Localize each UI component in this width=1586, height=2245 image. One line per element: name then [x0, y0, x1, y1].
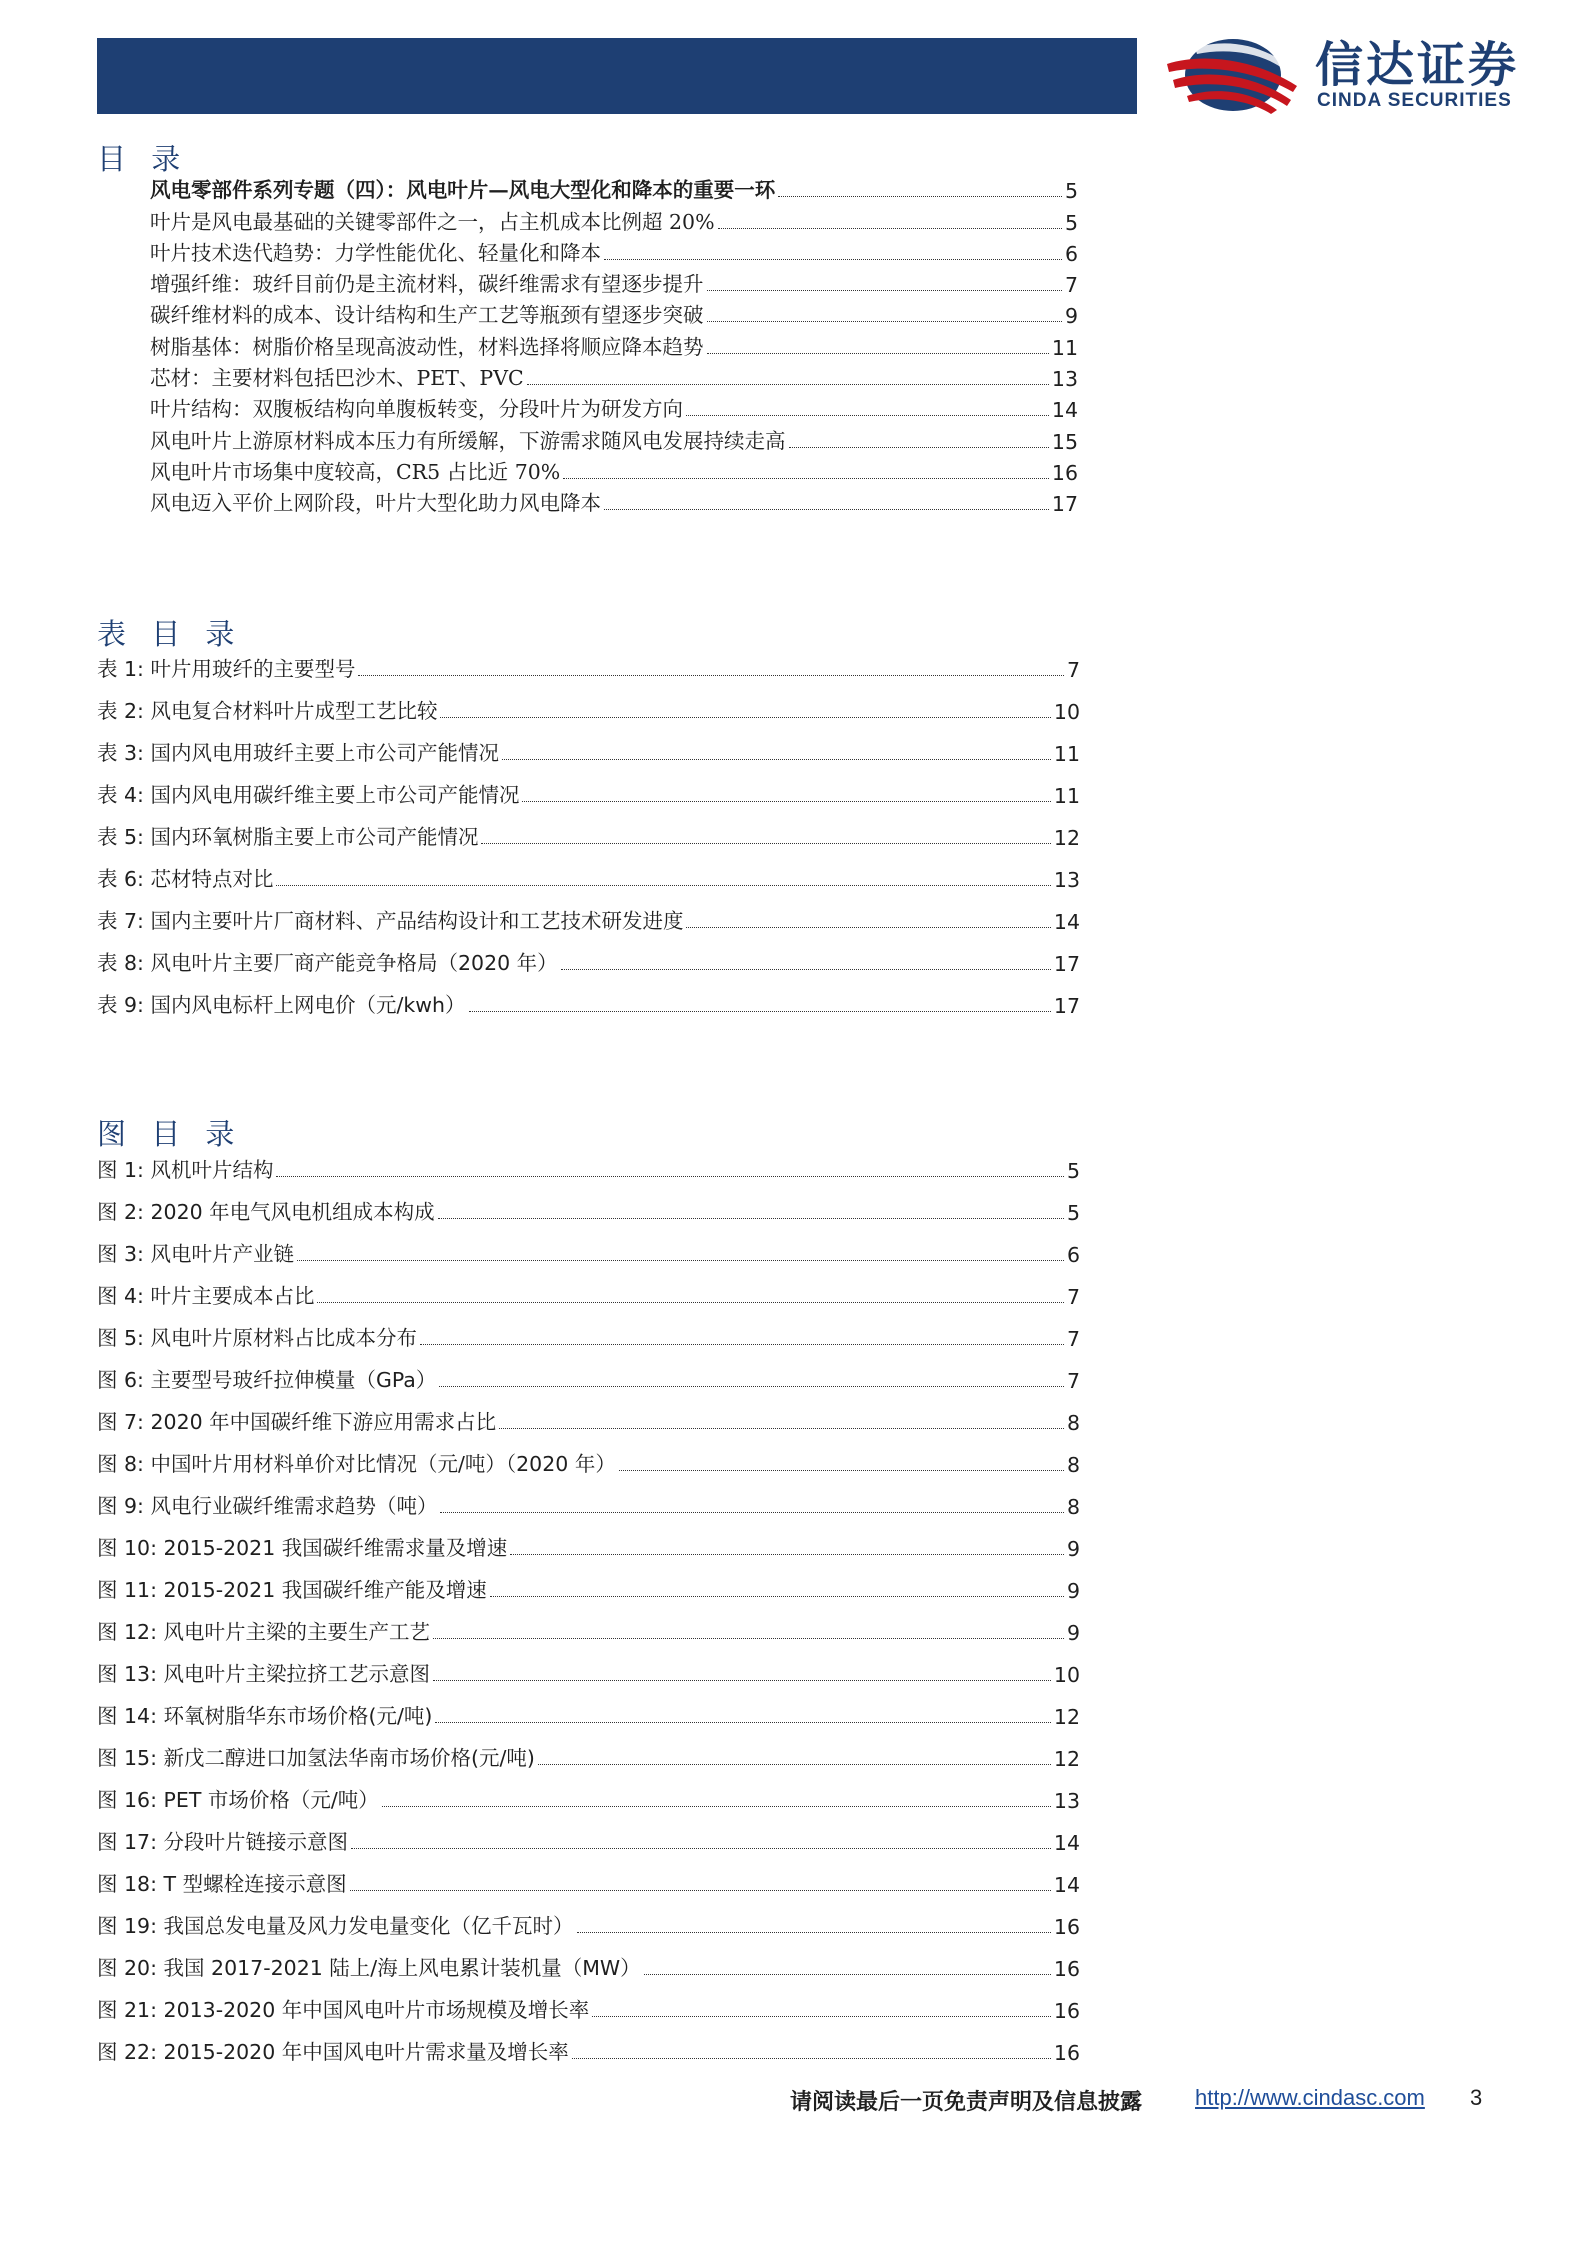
figure-entry-page: 16: [1053, 2041, 1080, 2065]
cinda-logo-icon: [1165, 30, 1300, 120]
figure-entry[interactable]: [97, 1813, 1080, 1855]
table-entry[interactable]: [97, 934, 1080, 976]
table-entry-label: 表 6: 芯材特点对比: [97, 867, 274, 891]
toc-title: 目 录: [97, 142, 189, 176]
toc-entry-label: 风电叶片市场集中度较高，CR5 占比近 70%: [150, 459, 561, 484]
figure-entry-label: 图 9: 风电行业碳纤维需求趋势（吨）: [97, 1494, 438, 1518]
dot-leader: [561, 969, 1051, 970]
table-entry-page: 12: [1053, 826, 1080, 850]
table-entry[interactable]: [97, 850, 1080, 892]
toc-entry[interactable]: [150, 391, 1078, 422]
figure-entry-label: 图 14: 环氧树脂华东市场价格(元/吨): [97, 1704, 433, 1728]
toc-entry-label: 叶片是风电最基础的关键零部件之一，占主机成本比例超 20%: [150, 209, 715, 234]
figure-entry-label: 图 15: 新戊二醇进口加氢法华南市场价格(元/吨): [97, 1746, 535, 1770]
dot-leader: [563, 478, 1049, 479]
table-entry-page: 14: [1053, 910, 1080, 934]
figure-entry[interactable]: [97, 1645, 1080, 1687]
figure-entry-page: 10: [1053, 1663, 1080, 1687]
figure-entry-label: 图 1: 风机叶片结构: [97, 1158, 274, 1182]
table-entry-page: 10: [1053, 700, 1080, 724]
figure-entry-page: 7: [1066, 1369, 1080, 1393]
dot-leader: [317, 1302, 1063, 1303]
dot-leader: [619, 1470, 1064, 1471]
table-entry-label: 表 9: 国内风电标杆上网电价（元/kwh）: [97, 993, 466, 1017]
dot-leader: [351, 1848, 1051, 1849]
figure-entry[interactable]: [97, 1897, 1080, 1939]
figure-entry-page: 7: [1066, 1327, 1080, 1351]
dot-leader: [789, 447, 1049, 448]
figure-entry-page: 7: [1066, 1285, 1080, 1309]
figure-entry[interactable]: [97, 2023, 1080, 2065]
figure-entry-label: 图 20: 我国 2017-2021 陆上/海上风电累计装机量（MW）: [97, 1956, 641, 1980]
figure-entry[interactable]: [97, 1225, 1080, 1267]
dot-leader: [707, 353, 1049, 354]
toc-entry-label: 芯材：主要材料包括巴沙木、PET、PVC: [150, 366, 524, 391]
header-bar: [97, 38, 1137, 114]
dot-leader: [440, 717, 1050, 718]
dot-leader: [297, 1260, 1064, 1261]
dot-leader: [440, 1512, 1063, 1513]
table-entry-page: 17: [1053, 994, 1080, 1018]
toc-entry-label: 增强纤维：玻纤目前仍是主流材料，碳纤维需求有望逐步提升: [150, 272, 704, 297]
dot-leader: [522, 801, 1050, 802]
toc-entry[interactable]: [150, 422, 1078, 453]
figure-entry-label: 图 6: 主要型号玻纤拉伸模量（GPa）: [97, 1368, 437, 1392]
toc-entry[interactable]: [150, 235, 1078, 266]
figure-entry-page: 8: [1066, 1495, 1080, 1519]
dot-leader: [499, 1428, 1064, 1429]
figure-entry-page: 12: [1053, 1705, 1080, 1729]
dot-leader: [778, 196, 1062, 197]
figure-entry[interactable]: [97, 1729, 1080, 1771]
dot-leader: [439, 1386, 1064, 1387]
figure-entry[interactable]: [97, 1351, 1080, 1393]
figure-entry-page: 9: [1066, 1537, 1080, 1561]
table-entry-label: 表 8: 风电叶片主要厂商产能竞争格局（2020 年）: [97, 951, 558, 975]
figure-entry[interactable]: [97, 1309, 1080, 1351]
toc-entry[interactable]: [150, 360, 1078, 391]
dot-leader: [433, 1680, 1051, 1681]
toc-entry-page: 14: [1051, 398, 1078, 423]
dot-leader: [438, 1218, 1064, 1219]
figure-entry-page: 16: [1053, 1999, 1080, 2023]
dot-leader: [604, 259, 1062, 260]
figures-title: 图 目 录: [97, 1117, 243, 1151]
figure-entry-label: 图 10: 2015-2021 我国碳纤维需求量及增速: [97, 1536, 508, 1560]
toc-entry-label: 叶片技术迭代趋势：力学性能优化、轻量化和降本: [150, 240, 601, 265]
figure-entry-page: 14: [1053, 1873, 1080, 1897]
toc-entry-page: 16: [1051, 460, 1078, 485]
toc-entry[interactable]: [150, 328, 1078, 359]
toc-entry-label: 风电迈入平价上网阶段，叶片大型化助力风电降本: [150, 491, 601, 516]
dot-leader: [707, 321, 1062, 322]
toc-entry-page: 17: [1051, 492, 1078, 517]
dot-leader: [420, 1344, 1064, 1345]
toc-entry-page: 11: [1051, 335, 1078, 360]
page-number: 3: [1470, 2085, 1483, 2110]
table-entry-page: 17: [1053, 952, 1080, 976]
dot-leader: [510, 1554, 1064, 1555]
table-entry-page: 11: [1053, 784, 1080, 808]
dot-leader: [350, 1890, 1051, 1891]
dot-leader: [686, 927, 1050, 928]
figure-entry-page: 12: [1053, 1747, 1080, 1771]
toc-entry-page: 13: [1051, 367, 1078, 392]
table-entry-page: 7: [1066, 658, 1080, 682]
dot-leader: [644, 1974, 1051, 1975]
dot-leader: [592, 2016, 1051, 2017]
figure-entry-label: 图 11: 2015-2021 我国碳纤维产能及增速: [97, 1578, 487, 1602]
figure-entry[interactable]: [97, 1519, 1080, 1561]
dot-leader: [686, 415, 1049, 416]
figure-entry-page: 6: [1066, 1243, 1080, 1267]
figure-entry[interactable]: [97, 1855, 1080, 1897]
figure-entry[interactable]: [97, 1435, 1080, 1477]
table-entry-label: 表 3: 国内风电用玻纤主要上市公司产能情况: [97, 741, 499, 765]
figure-entry[interactable]: [97, 1393, 1080, 1435]
table-entry-label: 表 5: 国内环氧树脂主要上市公司产能情况: [97, 825, 479, 849]
logo-english-name: CINDA SECURITIES: [1317, 90, 1512, 111]
figure-entry[interactable]: [97, 1183, 1080, 1225]
dot-leader: [707, 290, 1062, 291]
toc-entry-page: 5: [1064, 179, 1078, 204]
figures-list: [97, 1141, 1080, 2065]
footer-disclaimer: 请阅读最后一页免责声明及信息披露: [790, 2089, 1143, 2115]
table-entry-label: 表 2: 风电复合材料叶片成型工艺比较: [97, 699, 438, 723]
footer-url-link[interactable]: http://www.cindasc.com: [1195, 2085, 1425, 2110]
dot-leader: [490, 1596, 1064, 1597]
figure-entry-label: 图 5: 风电叶片原材料占比成本分布: [97, 1326, 417, 1350]
table-entry[interactable]: [97, 766, 1080, 808]
figure-entry[interactable]: [97, 1687, 1080, 1729]
brand-logo: [1165, 30, 1565, 120]
figure-entry-page: 14: [1053, 1831, 1080, 1855]
toc-entry[interactable]: [150, 485, 1078, 516]
figure-entry-label: 图 13: 风电叶片主梁拉挤工艺示意图: [97, 1662, 431, 1686]
table-entry[interactable]: [97, 640, 1080, 682]
toc-entry-page: 9: [1064, 304, 1078, 329]
toc-entry[interactable]: [150, 203, 1078, 234]
figure-entry-page: 5: [1066, 1201, 1080, 1225]
figure-entry-page: 8: [1066, 1453, 1080, 1477]
tables-list: [97, 640, 1080, 1018]
toc-entry-page: 6: [1064, 241, 1078, 266]
figure-entry-label: 图 16: PET 市场价格（元/吨）: [97, 1788, 379, 1812]
footer: [790, 2085, 1500, 2119]
dot-leader: [604, 509, 1049, 510]
dot-leader: [435, 1722, 1050, 1723]
figure-entry[interactable]: [97, 1603, 1080, 1645]
figure-entry-page: 9: [1066, 1579, 1080, 1603]
table-entry[interactable]: [97, 724, 1080, 766]
dot-leader: [572, 2058, 1051, 2059]
table-entry-page: 13: [1053, 868, 1080, 892]
figure-entry-page: 16: [1053, 1915, 1080, 1939]
table-entry[interactable]: [97, 892, 1080, 934]
figure-entry[interactable]: [97, 1939, 1080, 1981]
table-entry-label: 表 7: 国内主要叶片厂商材料、产品结构设计和工艺技术研发进度: [97, 909, 684, 933]
table-entry[interactable]: [97, 682, 1080, 724]
figure-entry-label: 图 8: 中国叶片用材料单价对比情况（元/吨）（2020 年）: [97, 1452, 616, 1476]
dot-leader: [358, 675, 1063, 676]
dot-leader: [538, 1764, 1051, 1765]
figure-entry-label: 图 4: 叶片主要成本占比: [97, 1284, 315, 1308]
dot-leader: [276, 1176, 1063, 1177]
figure-entry-label: 图 7: 2020 年中国碳纤维下游应用需求占比: [97, 1410, 497, 1434]
figure-entry[interactable]: [97, 1561, 1080, 1603]
table-entry-label: 表 4: 国内风电用碳纤维主要上市公司产能情况: [97, 783, 520, 807]
dot-leader: [481, 843, 1050, 844]
figure-entry[interactable]: [97, 1771, 1080, 1813]
toc-entry-page: 5: [1064, 210, 1078, 235]
dot-leader: [276, 885, 1050, 886]
toc-entry[interactable]: [150, 454, 1078, 485]
dot-leader: [527, 384, 1049, 385]
dot-leader: [382, 1806, 1051, 1807]
table-entry[interactable]: [97, 808, 1080, 850]
toc-entry[interactable]: [150, 172, 1078, 203]
tables-title: 表 目 录: [97, 617, 243, 651]
toc-entry[interactable]: [150, 266, 1078, 297]
toc-entry-label: 碳纤维材料的成本、设计结构和生产工艺等瓶颈有望逐步突破: [150, 303, 704, 328]
figure-entry-page: 9: [1066, 1621, 1080, 1645]
figure-entry-label: 图 19: 我国总发电量及风力发电量变化（亿千瓦时）: [97, 1914, 574, 1938]
table-entry-label: 表 1: 叶片用玻纤的主要型号: [97, 657, 356, 681]
table-entry-page: 11: [1053, 742, 1080, 766]
logo-chinese-name: 信达证券: [1315, 37, 1520, 93]
dot-leader: [469, 1011, 1051, 1012]
figure-entry-label: 图 2: 2020 年电气风电机组成本构成: [97, 1200, 435, 1224]
figure-entry[interactable]: [97, 1141, 1080, 1183]
dot-leader: [718, 228, 1062, 229]
toc-entry-label: 树脂基体：树脂价格呈现高波动性，材料选择将顺应降本趋势: [150, 334, 704, 359]
toc-entry-page: 15: [1051, 429, 1078, 454]
figure-entry-label: 图 22: 2015-2020 年中国风电叶片需求量及增长率: [97, 2040, 569, 2064]
dot-leader: [577, 1932, 1051, 1933]
figure-entry-page: 5: [1066, 1159, 1080, 1183]
figure-entry-page: 13: [1053, 1789, 1080, 1813]
figure-entry[interactable]: [97, 1267, 1080, 1309]
toc-entry-label: 风电叶片上游原材料成本压力有所缓解，下游需求随风电发展持续走高: [150, 428, 786, 453]
figure-entry[interactable]: [97, 1477, 1080, 1519]
dot-leader: [502, 759, 1051, 760]
figure-entry-label: 图 17: 分段叶片链接示意图: [97, 1830, 349, 1854]
toc-list: [150, 172, 1078, 516]
toc-entry[interactable]: [150, 297, 1078, 328]
toc-entry-label: 风电零部件系列专题（四）：风电叶片—风电大型化和降本的重要一环: [150, 178, 776, 203]
figure-entry-label: 图 12: 风电叶片主梁的主要生产工艺: [97, 1620, 431, 1644]
figure-entry-label: 图 3: 风电叶片产业链: [97, 1242, 294, 1266]
figure-entry-label: 图 21: 2013-2020 年中国风电叶片市场规模及增长率: [97, 1998, 590, 2022]
figure-entry-label: 图 18: T 型螺栓连接示意图: [97, 1872, 347, 1896]
figure-entry-page: 8: [1066, 1411, 1080, 1435]
table-entry[interactable]: [97, 976, 1080, 1018]
figure-entry-page: 16: [1053, 1957, 1080, 1981]
toc-entry-label: 叶片结构：双腹板结构向单腹板转变，分段叶片为研发方向: [150, 397, 683, 422]
figure-entry[interactable]: [97, 1981, 1080, 2023]
dot-leader: [433, 1638, 1064, 1639]
toc-entry-page: 7: [1064, 273, 1078, 298]
